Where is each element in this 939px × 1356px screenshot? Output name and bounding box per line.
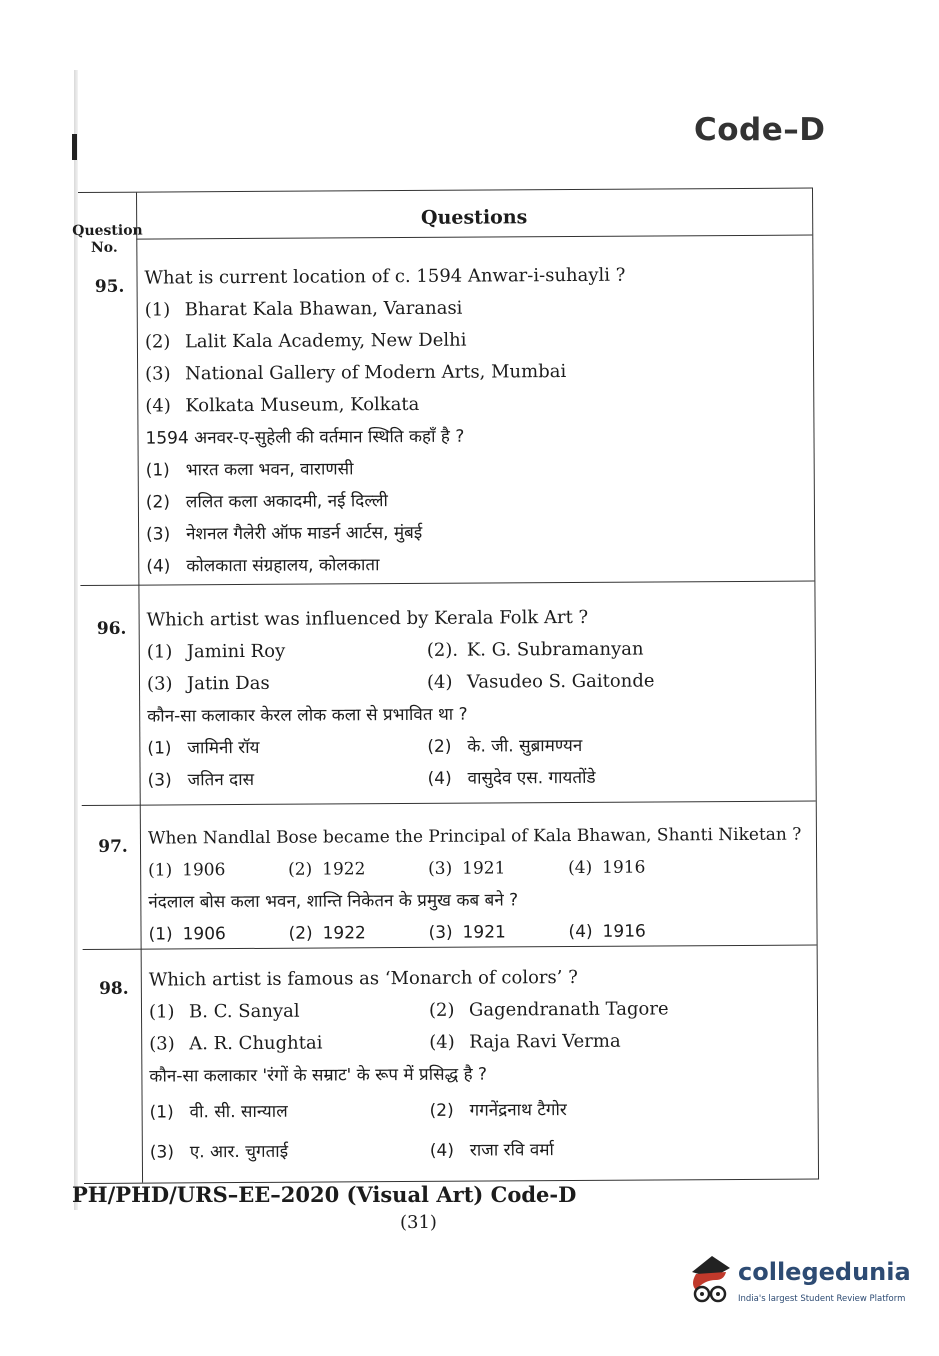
option: (2). K. G. Subramanyan <box>426 638 644 661</box>
question-96 <box>147 601 810 797</box>
question-number: 96. <box>96 618 127 639</box>
option: (4) राजा रवि वर्मा <box>429 1140 554 1161</box>
question-number: 95. <box>94 276 125 297</box>
row-rule <box>82 801 816 806</box>
option: (4) Raja Ravi Verma <box>429 1030 621 1053</box>
option: (3) 1921 <box>428 922 506 943</box>
option: (4) 1916 <box>568 921 646 943</box>
option: (3) National Gallery of Modern Arts, Mumbai <box>145 361 567 385</box>
question-98 <box>149 961 812 1173</box>
option: (2) 1922 <box>288 859 366 880</box>
question-text-hi: कौन-सा कलाकार 'रंगों के सम्राट' के रूप में प्रसिद्ध है ? <box>149 1064 488 1087</box>
paper-code-heading: Code–D <box>694 112 826 148</box>
mascot-logo-icon <box>682 1250 736 1306</box>
option: (4) वासुदेव एस. गायतोंडे <box>427 767 596 789</box>
option: (2) के. जी. सुब्रामण्यन <box>427 735 583 757</box>
option: (1) Bharat Kala Bhawan, Varanasi <box>144 297 463 321</box>
header-rule <box>136 235 812 240</box>
question-text-en: When Nandlal Bose became the Principal of Kala Bhawan, Shanti Niketan ? <box>147 824 802 849</box>
option: (3) Jatin Das <box>146 672 270 695</box>
questions-header: Questions <box>420 206 528 229</box>
question-97 <box>148 819 811 951</box>
option: (3) ए. आर. चुगताई <box>149 1141 289 1163</box>
question-95 <box>144 259 808 583</box>
option: (4) 1916 <box>568 857 646 879</box>
option: (1) 1906 <box>148 860 226 881</box>
option: (3) जतिन दास <box>147 769 255 791</box>
option: (1) Jamini Roy <box>146 640 286 663</box>
brand-tagline: India's largest Student Review Platform <box>738 1294 906 1304</box>
option: (3) नेशनल गैलेरी ऑफ माडर्न आर्टस, मुंबई <box>146 522 423 545</box>
question-text-hi: नंदलाल बोस कला भवन, शान्ति निकेतन के प्रमुख कब बने ? <box>148 890 519 913</box>
question-text-en: What is current location of c. 1594 Anwar-i-suhayli ? <box>144 264 626 289</box>
option: (2) Gagendranath Tagore <box>428 998 669 1021</box>
page-number: (31) <box>400 1212 437 1233</box>
option: (4) Vasudeo S. Gaitonde <box>426 670 655 693</box>
collegedunia-watermark <box>682 1250 912 1310</box>
option: (4) कोलकाता संग्रहालय, कोलकाता <box>146 555 380 577</box>
question-no-header: Question No. <box>72 222 143 256</box>
option: (2) Lalit Kala Academy, New Delhi <box>144 329 467 353</box>
question-number: 98. <box>99 978 129 999</box>
option: (2) 1922 <box>288 923 366 944</box>
questions-table <box>72 188 819 1184</box>
option: (3) A. R. Chughtai <box>149 1032 323 1055</box>
question-text-en: Which artist was influenced by Kerala Folk Art ? <box>146 606 589 631</box>
question-text-en: Which artist is famous as ‘Monarch of colors’ ? <box>148 966 578 991</box>
question-text-hi: कौन-सा कलाकार केरल लोक कला से प्रभावित था ? <box>147 704 468 727</box>
option: (1) वी. सी. सान्याल <box>149 1101 288 1123</box>
question-number: 97. <box>98 836 128 857</box>
binding-mark <box>72 134 77 160</box>
footer-paper-code: PH/PHD/URS–EE–2020 (Visual Art) Code-D <box>72 1182 577 1207</box>
option: (1) जामिनी रॉय <box>147 737 260 759</box>
option: (2) ललित कला अकादमी, नई दिल्ली <box>145 491 388 513</box>
option: (1) 1906 <box>148 924 226 945</box>
question-text-hi: 1594 अनवर-ए-सुहेली की वर्तमान स्थिति कहाँ है ? <box>145 426 465 449</box>
option: (1) B. C. Sanyal <box>148 1000 300 1023</box>
option: (2) गगनेंद्रनाथ टैगोर <box>429 1100 567 1121</box>
option: (3) 1921 <box>428 858 506 879</box>
column-divider <box>136 193 143 1183</box>
option: (1) भारत कला भवन, वाराणसी <box>145 459 354 481</box>
brand-name: collegedunia <box>738 1258 911 1286</box>
option: (4) Kolkata Museum, Kolkata <box>145 393 420 417</box>
